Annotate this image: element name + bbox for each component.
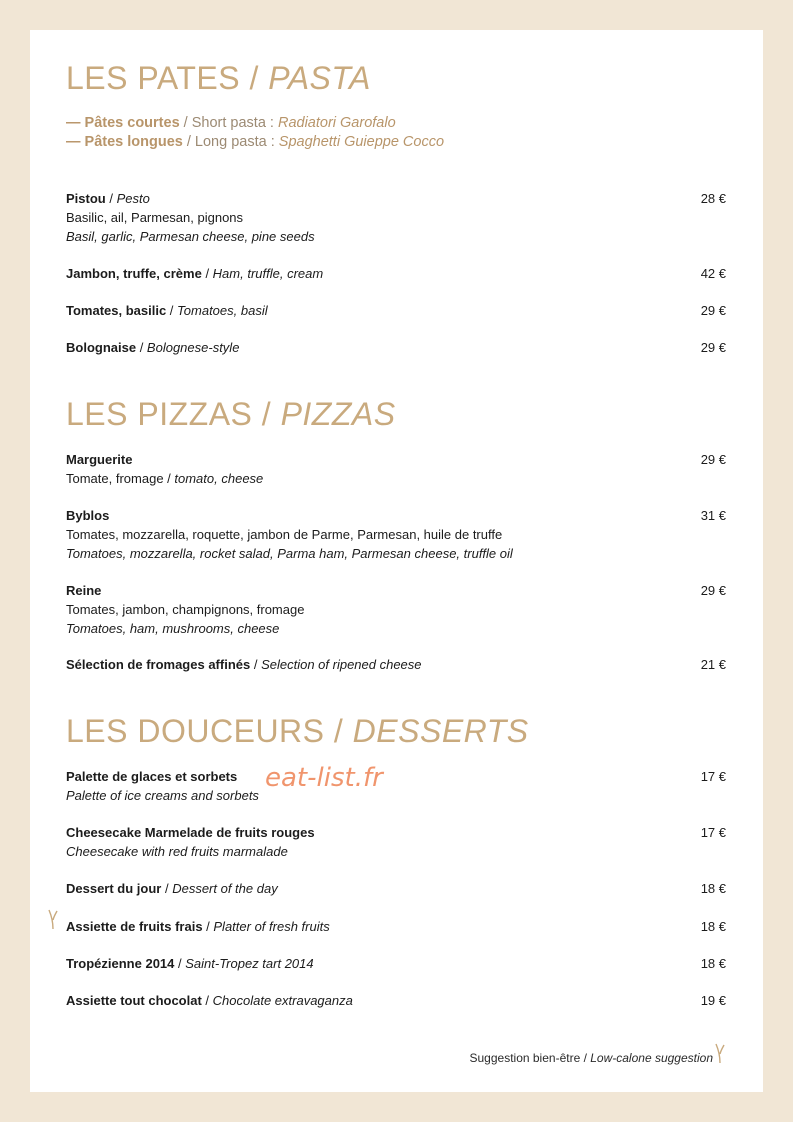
menu-item: Jambon, truffe, crème / Ham, truffle, cream 42 € xyxy=(66,266,726,281)
item-price: 17 € xyxy=(700,769,726,784)
menu-item: Tomates, basilic / Tomatoes, basil 29 € xyxy=(66,303,726,318)
item-price: 17 € xyxy=(700,825,726,840)
item-price: 18 € xyxy=(700,881,726,896)
item-price: 29 € xyxy=(700,303,726,318)
item-price: 31 € xyxy=(700,508,726,523)
wellness-leaf-icon xyxy=(48,908,58,934)
item-price: 28 € xyxy=(700,191,726,206)
section-title-pizzas: LES PIZZAS / PIZZAS xyxy=(66,396,396,432)
item-price: 29 € xyxy=(700,452,726,467)
item-price: 21 € xyxy=(700,657,726,672)
menu-item: Dessert du jour / Dessert of the day 18 € xyxy=(66,881,726,896)
section-title-desserts: LES DOUCEURS / DESSERTS xyxy=(66,713,529,749)
item-price: 18 € xyxy=(700,956,726,971)
menu-item: Sélection de fromages affinés / Selection of ripened cheese 21 € xyxy=(66,657,726,672)
menu-item: Marguerite Tomate, fromage / tomato, cheese 29 € xyxy=(66,452,726,486)
menu-item: Cheesecake Marmelade de fruits rouges Cheesecake with red fruits marmalade 17 € xyxy=(66,825,726,859)
menu-item: Byblos Tomates, mozzarella, roquette, jambon de Parme, Parmesan, huile de truffe Tomatoes, mozzarella, rocket salad, Parma ham, Parmesan cheese, truffle oil 31 € xyxy=(66,508,726,561)
pasta-type-long: — Pâtes longues / Long pasta : Spaghetti Guieppe Cocco xyxy=(66,134,445,150)
pasta-type-short: — Pâtes courtes / Short pasta : Radiatori Garofalo xyxy=(66,115,396,131)
item-price: 42 € xyxy=(700,266,726,281)
item-price: 18 € xyxy=(700,919,726,934)
menu-item: Bolognaise / Bolognese-style 29 € xyxy=(66,340,726,355)
item-price: 29 € xyxy=(700,340,726,355)
item-price: 19 € xyxy=(700,993,726,1008)
wellness-leaf-icon xyxy=(715,1042,725,1068)
menu-item: Assiette de fruits frais / Platter of fresh fruits 18 € xyxy=(66,919,726,934)
menu-item: Tropézienne 2014 / Saint-Tropez tart 2014 18 € xyxy=(66,956,726,971)
menu-page xyxy=(30,30,763,1092)
menu-item: Palette de glaces et sorbets Palette of ice creams and sorbets 17 € xyxy=(66,769,726,803)
item-price: 29 € xyxy=(700,583,726,598)
section-title-pasta: LES PATES / PASTA xyxy=(66,60,371,96)
pasta-types xyxy=(66,114,444,152)
menu-item: Assiette tout chocolat / Chocolate extravaganza 19 € xyxy=(66,993,726,1008)
footer-legend: Suggestion bien-être / Low-calone suggestion xyxy=(469,1051,713,1065)
menu-item: Pistou / Pesto Basilic, ail, Parmesan, pignons Basil, garlic, Parmesan cheese, pine seeds 28 € xyxy=(66,191,726,244)
watermark: eat-list.fr xyxy=(265,763,383,793)
menu-item: Reine Tomates, jambon, champignons, fromage Tomatoes, ham, mushrooms, cheese 29 € xyxy=(66,583,726,636)
